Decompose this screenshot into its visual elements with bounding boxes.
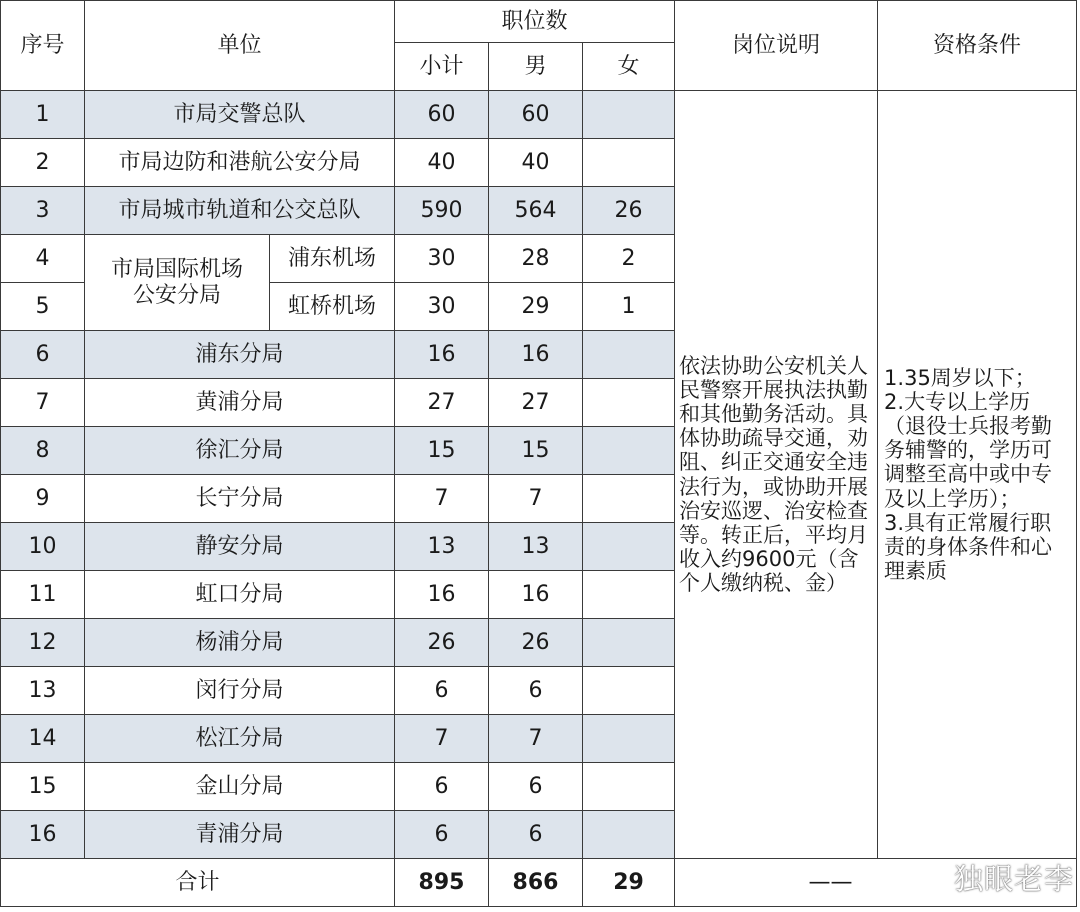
cell-unit: 浦东分局 [85, 331, 395, 379]
cell-male: 16 [489, 571, 583, 619]
cell-unit: 市局边防和港航公安分局 [85, 139, 395, 187]
cell-subtotal: 27 [395, 379, 489, 427]
cell-male: 27 [489, 379, 583, 427]
cell-unit: 松江分局 [85, 715, 395, 763]
cell-subtotal: 7 [395, 715, 489, 763]
cell-seq: 6 [1, 331, 85, 379]
cell-subtotal: 30 [395, 283, 489, 331]
cell-female [583, 379, 675, 427]
cell-sub-unit: 浦东机场 [270, 235, 395, 283]
total-label: 合计 [1, 859, 395, 907]
cell-unit: 徐汇分局 [85, 427, 395, 475]
cell-seq: 12 [1, 619, 85, 667]
cell-seq: 13 [1, 667, 85, 715]
cell-female [583, 475, 675, 523]
cell-male: 40 [489, 139, 583, 187]
total-row [1, 859, 1077, 907]
cell-subtotal: 16 [395, 571, 489, 619]
cell-sub-unit: 虹桥机场 [270, 283, 395, 331]
cell-male: 29 [489, 283, 583, 331]
cell-female [583, 715, 675, 763]
cell-male: 15 [489, 427, 583, 475]
cell-seq: 7 [1, 379, 85, 427]
cell-subtotal: 6 [395, 667, 489, 715]
total-male: 866 [489, 859, 583, 907]
cell-subtotal: 590 [395, 187, 489, 235]
cell-seq: 14 [1, 715, 85, 763]
header-description: 岗位说明 [675, 1, 878, 91]
cell-unit: 虹口分局 [85, 571, 395, 619]
qualification-item-2: 2.大专以上学历（退役士兵报考勤务辅警的，学历可调整至高中或中专及以上学历）； [884, 390, 1053, 511]
cell-female [583, 139, 675, 187]
cell-seq: 8 [1, 427, 85, 475]
cell-male: 26 [489, 619, 583, 667]
cell-seq: 9 [1, 475, 85, 523]
cell-seq: 15 [1, 763, 85, 811]
cell-subtotal: 26 [395, 619, 489, 667]
cell-female: 2 [583, 235, 675, 283]
cell-male: 7 [489, 715, 583, 763]
qualification-item-1: 1.35周岁以下； [884, 365, 1036, 390]
cell-unit: 杨浦分局 [85, 619, 395, 667]
cell-seq: 1 [1, 91, 85, 139]
cell-female [583, 811, 675, 859]
cell-male: 6 [489, 811, 583, 859]
watermark: 独眼老李 [953, 862, 1074, 896]
total-dash: —— [675, 859, 1077, 907]
cell-female [583, 91, 675, 139]
header-positions: 职位数 [395, 1, 675, 43]
cell-male: 16 [489, 331, 583, 379]
table-row [1, 91, 1077, 139]
header-qualification: 资格条件 [878, 1, 1077, 91]
header-subtotal: 小计 [395, 43, 489, 91]
cell-female: 26 [583, 187, 675, 235]
cell-unit: 市局城市轨道和公交总队 [85, 187, 395, 235]
cell-seq: 5 [1, 283, 85, 331]
cell-female [583, 571, 675, 619]
cell-female [583, 667, 675, 715]
cell-unit: 黄浦分局 [85, 379, 395, 427]
header-female: 女 [583, 43, 675, 91]
cell-unit: 闵行分局 [85, 667, 395, 715]
cell-subtotal: 30 [395, 235, 489, 283]
cell-seq: 3 [1, 187, 85, 235]
cell-subtotal: 6 [395, 811, 489, 859]
cell-female: 1 [583, 283, 675, 331]
total-female: 29 [583, 859, 675, 907]
cell-unit: 金山分局 [85, 763, 395, 811]
cell-unit-airport: 市局国际机场公安分局 [85, 235, 270, 331]
cell-seq: 16 [1, 811, 85, 859]
cell-female [583, 619, 675, 667]
header-male: 男 [489, 43, 583, 91]
cell-unit: 市局交警总队 [85, 91, 395, 139]
job-description: 依法协助公安机关人民警察开展执法执勤和其他勤务活动。具体协助疏导交通，劝阻、纠正交通安全违法行为，或协助开展治安巡逻、治安检查等。转正后，平均月收入约9600元（含个人缴纳税、金） [675, 91, 878, 859]
cell-seq: 11 [1, 571, 85, 619]
cell-seq: 2 [1, 139, 85, 187]
cell-unit: 青浦分局 [85, 811, 395, 859]
cell-male: 6 [489, 667, 583, 715]
cell-male: 28 [489, 235, 583, 283]
cell-subtotal: 6 [395, 763, 489, 811]
cell-female [583, 331, 675, 379]
qualification-conditions [878, 91, 1077, 859]
cell-male: 13 [489, 523, 583, 571]
cell-unit: 静安分局 [85, 523, 395, 571]
cell-subtotal: 7 [395, 475, 489, 523]
cell-subtotal: 15 [395, 427, 489, 475]
cell-male: 564 [489, 187, 583, 235]
cell-seq: 10 [1, 523, 85, 571]
cell-male: 7 [489, 475, 583, 523]
cell-subtotal: 16 [395, 331, 489, 379]
cell-female [583, 427, 675, 475]
cell-subtotal: 13 [395, 523, 489, 571]
qualification-item-3: 3.具有正常履行职责的身体条件和心理素质 [884, 510, 1053, 583]
cell-female [583, 763, 675, 811]
cell-seq: 4 [1, 235, 85, 283]
header-unit: 单位 [85, 1, 395, 91]
cell-male: 6 [489, 763, 583, 811]
cell-male: 60 [489, 91, 583, 139]
cell-subtotal: 40 [395, 139, 489, 187]
total-subtotal: 895 [395, 859, 489, 907]
header-seq: 序号 [1, 1, 85, 91]
cell-subtotal: 60 [395, 91, 489, 139]
cell-unit: 长宁分局 [85, 475, 395, 523]
cell-female [583, 523, 675, 571]
